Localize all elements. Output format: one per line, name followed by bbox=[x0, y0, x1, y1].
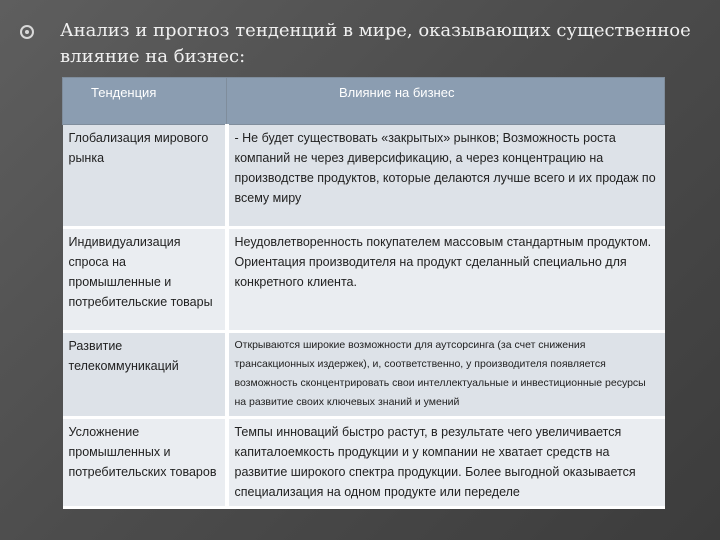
table-row bbox=[63, 125, 665, 228]
trend-cell: Развитие телекоммуникаций bbox=[63, 332, 227, 418]
header-impact bbox=[227, 78, 665, 125]
trends-table bbox=[62, 77, 665, 509]
trend-cell: Усложнение промышленных и потребительских товаров bbox=[63, 418, 227, 508]
table-header-row bbox=[63, 78, 665, 125]
circle-bullet-icon bbox=[20, 25, 34, 39]
impact-cell: Открываются широкие возможности для аутсорсинга (за счет снижения трансакционных издержек), и, соответственно, у производителя появляется возможность сконцентрировать свои интеллектуальные и инвестиционные ресурсы на развитие своих ключевых знаний и умений bbox=[227, 332, 665, 418]
slide-title bbox=[20, 18, 700, 70]
trend-cell: Глобализация мирового рынка bbox=[63, 125, 227, 228]
header-impact-label: Влияние на бизнес bbox=[339, 85, 455, 100]
impact-cell: - Не будет существовать «закрытых» рынков; Возможность роста компаний не через диверсификацию, а через концентрацию на производстве продуктов, которые делаются лучше всего и их продаж по всему миру bbox=[227, 125, 665, 228]
trend-cell: Индивидуализация спроса на промышленные и потребительские товары bbox=[63, 228, 227, 332]
table-row bbox=[63, 418, 665, 508]
table-row bbox=[63, 228, 665, 332]
title-text: Анализ и прогноз тенденций в мире, оказывающих существенное влияние на бизнес: bbox=[60, 20, 691, 67]
impact-cell: Неудовлетворенность покупателем массовым стандартным продуктом. Ориентация производителя на продукт сделанный специально для конкретного клиента. bbox=[227, 228, 665, 332]
impact-cell: Темпы инноваций быстро растут, в результате чего увеличивается капиталоемкость продукции и у компании не хватает средств на развитие широкого спектра продукции. Более выгодной оказывается специализация на одном продукте или переделе bbox=[227, 418, 665, 508]
table-row bbox=[63, 332, 665, 418]
header-trend-label: Тенденция bbox=[91, 85, 157, 100]
header-trend bbox=[63, 78, 227, 125]
